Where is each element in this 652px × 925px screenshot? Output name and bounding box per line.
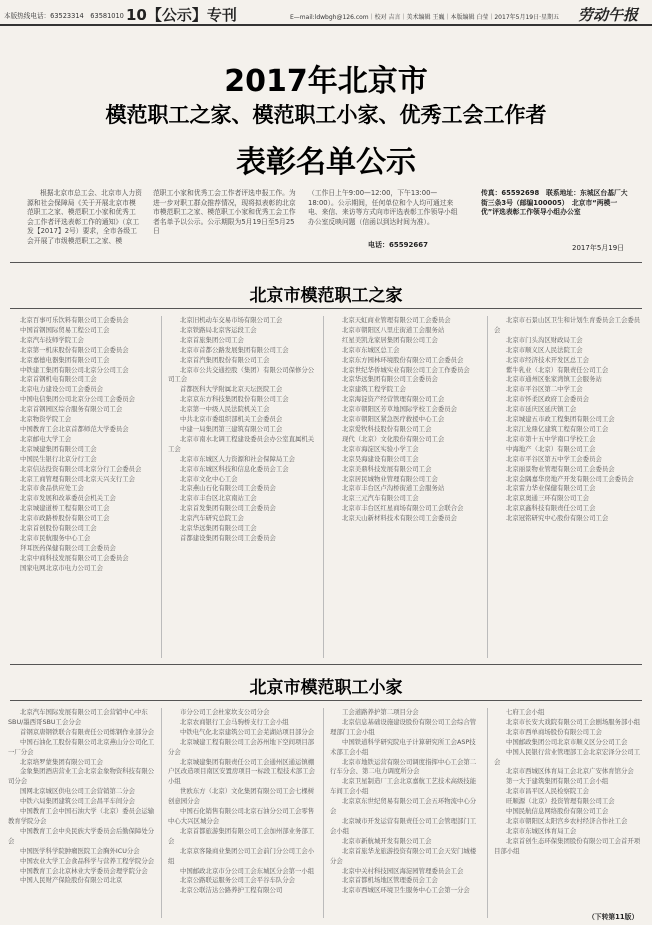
list-item: 世欧东方（北京）文化集团有限公司工会七棵树创意园分会 — [168, 787, 315, 806]
column-divider — [323, 316, 324, 658]
list-item: 北京城建集团有限责任公司工会通州区通运镇棚户区改造项目南区安置房项目一标段工程技术部工会小组 — [168, 757, 315, 786]
list-item: 中国邮政集团公司北京市顺义区分公司工会 — [506, 737, 628, 746]
divider — [10, 700, 642, 701]
list-item: 北京燕山石化有限公司工会委员会 — [180, 484, 276, 493]
list-item: 北京京奥通三环有限公司工会 — [506, 494, 590, 503]
list-item: 北京旧机动车交易市场有限公司工会 — [180, 316, 283, 324]
list-item: 北京农商银行工会马驹桥支行工会小组 — [180, 717, 289, 726]
list-item: 北京爱牧科技股份有限公司工会 — [342, 424, 432, 433]
home-column — [494, 316, 642, 658]
list-item: 北京江龙鼎亿建筑工程有限公司工会 — [506, 424, 609, 433]
list-item: 北京市长安大戏院有限公司工会剧场服务部小组 — [506, 717, 641, 726]
list-item: 北京市南水北调工程建设委员会办公室直属机关工会 — [168, 434, 315, 453]
list-item: 北京昊海建设有限公司工会 — [342, 454, 419, 463]
list-item: 北京首创股份有限公司工会 — [20, 524, 97, 533]
list-item: 北京市政路桥股份有限公司工会 — [20, 514, 110, 523]
list-item: 金象集团酒店营业工会北京金象物资科技有限公司分会 — [8, 767, 155, 786]
list-item: 旺顺源（北京）投资管理有限公司工会 — [506, 797, 615, 806]
section-title-home: 北京市模范职工之家 — [249, 286, 403, 306]
list-item: 北京首旅华龙旅游投资有限公司工会天安门城楼分会 — [330, 846, 477, 865]
list-item: 中国医学科学院肿瘤医院工会胸外ICU分会 — [20, 846, 140, 855]
home-column — [8, 316, 156, 658]
column-divider — [323, 708, 324, 918]
list-item: 中国人民银行营业管理部工会北京宏泽分公司工会 — [494, 747, 641, 766]
list-item: 北京第一中级人民法院机关工会 — [180, 405, 270, 414]
list-item: 北京京鑫科技有限责任公司工会 — [506, 504, 596, 513]
list-item: 北京市地铁运营有限公司调度指挥中心工会第二行车分会、第二电力调度所分会 — [330, 757, 477, 776]
intro-paragraph-1: 根据北京市总工会、北京市人力资源和社会保障局《关于开展北京市模范职工之家、模范职工小家和优秀工会工作者评选表彰工作的通知》（京工发【2017】2号）要求，全市各级工会开展了市级模范职工之家、模 — [27, 189, 142, 245]
list-item: 北京铁路局北京客运段工会 — [180, 325, 257, 334]
list-item: 北京工商管理有限公司北京天兴支行工会 — [20, 474, 136, 483]
list-item: 北京市东城区人力资源和社会保障局工会 — [180, 454, 296, 463]
list-item: 北京市平谷区第二中学工会 — [506, 385, 583, 394]
masthead — [0, 0, 652, 26]
list-item: 北京城市开发运营有限责任公司工会管理部门工会小组 — [330, 816, 477, 835]
list-item: 北京市食品供应处工会 — [20, 484, 84, 493]
list-item: 北京公联洁达公路养护工程有限公司 — [180, 886, 283, 895]
list-item: 北京市西城区环境卫生服务中心工会第一分会 — [342, 886, 470, 895]
list-item: 北京邮电大学工会 — [20, 434, 72, 443]
list-item: 中国民航信息网络股份有限公司工会 — [506, 807, 609, 816]
list-item: 北京市丰台区卢沟桥街道工会服务站 — [342, 484, 445, 493]
list-item: 北京物资学院工会 — [20, 415, 72, 424]
list-item: 国网北京城区供电公司工会营销第二分会 — [20, 787, 136, 796]
divider — [10, 664, 642, 665]
list-item: 中国教育工会中央民族大学委员会后勤保障处分会 — [8, 826, 155, 845]
list-item: 北京市朝阳区紧急医疗救援中心工会 — [342, 415, 445, 424]
small-column — [8, 708, 156, 918]
list-item: 市分公司工会杜家坎支公司分会 — [180, 708, 270, 716]
list-item: 北京市文化中心工会 — [180, 474, 238, 483]
list-item: 北京市东城区科技和信息化委员会工会 — [180, 464, 289, 473]
list-item: 首都医科大学附属北京天坛医院工会 — [180, 385, 283, 394]
intro-paragraph-2: 范职工小家和优秀工会工作者评选申报工作。为进一步对职工群众推荐情况，现将拟表彰的北京市模范职工之家、模范职工小家和优秀工会工作者名单予以公示。公示期限为5月19日至5月25日 — [153, 189, 296, 236]
list-item: 北京百事可乐饮料有限公司工会委员会 — [20, 316, 129, 324]
list-item: 中海地产（北京）有限公司工会 — [506, 444, 596, 453]
list-item: 北京市发展和改革委员会机关工会 — [20, 494, 116, 503]
list-item: 北京天山新材料技术有限公司工会委员会 — [342, 514, 458, 523]
list-item: 北京城建五市政工程集团有限公司工会 — [506, 415, 615, 424]
list-item: 北京首都机场地区管理委员会工会 — [342, 876, 438, 885]
list-item: 拜耳医药保健有限公司工会委员会 — [20, 543, 116, 552]
list-item: 北京首创生态环保集团股份有限公司工会首开项目部小组 — [494, 836, 641, 855]
list-item: 北京海淀资产经营管理有限公司工会 — [342, 395, 445, 404]
list-item: 红星美凯龙家居集团有限公司工会 — [342, 335, 438, 344]
list-item: 北京首钢园区综合服务有限公司工会 — [20, 405, 123, 414]
list-item: 北京市民航服务中心工会 — [20, 533, 91, 542]
continued-note: （下转第11版） — [588, 913, 639, 921]
list-item: 北京天虹商业管理有限公司工会委员会 — [342, 316, 451, 324]
list-item: 北京京东世纪贸易有限公司工会五环物流中心分会 — [330, 797, 477, 816]
home-column — [168, 316, 316, 658]
headline-main: 表彰名单公示 — [236, 145, 416, 180]
list-item: 北京卫星制造厂工会北京嘉航工艺技术高级技能车间工会小组 — [330, 777, 477, 796]
list-item: 北京市丰台区红星商场有限公司工会联合会 — [342, 504, 464, 513]
list-item: 北京中商科技发展有限公司工会委员会 — [20, 553, 129, 562]
list-item: 北京公路联运服务公司工会平谷车队分会 — [180, 876, 296, 885]
list-item: 北京居民城物业管理有限公司工会 — [342, 474, 438, 483]
list-item: 北京市朝阳区八里庄街道工会服务站 — [342, 325, 445, 334]
list-item: 北京汽车研究总院工会 — [180, 514, 244, 523]
list-item: 中国教育工会中国石油大学（北京）委员会运输教育学院分会 — [8, 807, 155, 825]
list-item: 中铁建工集团有限公司北京分公司工会 — [20, 365, 129, 374]
list-item: 北京市延庆区延庆镇工会 — [506, 405, 577, 414]
list-item: 北京首钢机电有限公司工会 — [20, 375, 97, 384]
editor-line: E—mail:ldwbgh@126.com｜校对 吉言｜美术编辑 王巍｜本版编辑 白莹｜2017年5月19日·星期五 — [290, 14, 559, 21]
list-item: 北京市石景山区卫生和计划生育委员会工会委员会 — [494, 316, 641, 334]
list-item: 中国人民财产保险股份有限公司北京 — [20, 876, 123, 885]
list-item: 北京首汽集团股份有限公司工会 — [180, 355, 270, 364]
list-item: 北京市通州区张家湾镇工会服务站 — [506, 375, 602, 384]
list-item: 北京城建道桥工程有限公司工会 — [20, 504, 110, 513]
list-item: 中国石油化工股份有限公司北京燕山分公司化工一厂分会 — [8, 737, 155, 756]
column-divider — [487, 316, 488, 658]
list-item: 北京首发集团有限公司工会委员会 — [180, 504, 276, 513]
list-item: 北京雷力华业保健有限公司工会 — [506, 484, 596, 493]
home-column — [330, 316, 478, 658]
column-divider — [161, 316, 162, 658]
notice-date: 2017年5月19日 — [572, 244, 625, 252]
list-item: 首钢京唐钢铁联合有限责任公司炼钢作业部分会 — [20, 727, 155, 736]
list-item: 北京丽景物业管理有限公司工会委员会 — [506, 464, 615, 473]
list-item: 北京市丰台区北京南站工会 — [180, 494, 257, 503]
list-item: 紫牛乳业（北京）有限责任公司工会 — [506, 365, 609, 374]
list-item: 北京首都旅游集团有限公司工会加州部业务部工会 — [168, 826, 315, 845]
list-item: 中铁电气化北京建筑公司工会芜湖站项目部分会 — [180, 727, 315, 736]
list-item: 北京市西单商场股份有限公司工会 — [506, 727, 602, 736]
divider — [10, 308, 642, 309]
list-item: 北京市门头沟区财政局工会 — [506, 335, 583, 344]
small-column — [168, 708, 316, 918]
contact-info: 传真：65592698 联系地址：东城区台基厂大街三条3号（邮编100005） 北京市“两模一优”评选表彰工作领导小组办公室 — [481, 189, 628, 217]
list-item: 北京汽车技师学院工会 — [20, 335, 84, 344]
list-item: 中国石化销售有限公司北京石油分公司工会零售中心大兴区城分会 — [168, 807, 315, 825]
list-item: 北京市怀柔区政府工会委员会 — [506, 395, 590, 404]
list-item: 北京市经济技术开发区总工会 — [506, 355, 590, 364]
list-item: 北京世纪华侨城实业有限公司工会工作委员会 — [342, 365, 470, 374]
list-item: 北京嘉德电器集团有限公司工会 — [20, 355, 110, 364]
list-item: 北京电力建设公司工会委员会 — [20, 385, 104, 394]
list-item: 北京金隅嘉华房地产开发有限公司工会委员会 — [506, 474, 634, 483]
list-item: 北京培罗蒙集团有限公司工会 — [20, 757, 104, 766]
list-item: 中国教育工会北京林业大学委员会理学院分会 — [20, 866, 148, 875]
list-item: 北京东方园林环境股份有限公司工会委员会 — [342, 355, 464, 364]
list-item: 中建一局集团第三建筑有限公司工会 — [180, 424, 283, 433]
list-item: 北京市平谷区第五中学工会委员会 — [506, 454, 602, 463]
list-item: 中铁六局集团建筑公司工会昌平车间分会 — [20, 797, 136, 806]
list-item: 北京市海淀区实验小学工会 — [342, 444, 419, 453]
list-item: 北京华远集团有限公司工会委员会 — [342, 375, 438, 384]
list-item: 北京信达投资有限公司北京分行工会委员会 — [20, 464, 142, 473]
section-title-small: 北京市模范职工小家 — [249, 678, 403, 698]
newspaper-logo: 劳动午报 — [578, 6, 639, 24]
headline-year: 2017年北京市 — [224, 64, 428, 99]
hotline: 本版热线电话：63523314 63581010 — [4, 12, 124, 20]
list-item: 北京冠铭研究中心股份有限公司工会 — [506, 514, 609, 523]
list-item: 中国邮政北京市分公司工会东城区分会第一小组 — [180, 866, 315, 875]
list-item: 北京市新航城开发有限公司工会 — [342, 836, 432, 845]
list-item: 北京城建集团有限公司工会 — [20, 444, 97, 453]
divider — [10, 262, 642, 263]
list-item: 中国教育工会北京首都师范大学委员会 — [20, 424, 129, 433]
list-item: 首都建设集团有限公司工会委员会 — [180, 533, 276, 542]
list-item: 北京第一机床股份有限公司工会委员会 — [20, 345, 129, 354]
column-divider — [161, 708, 162, 918]
intro-paragraph-3: （工作日上午9:00—12:00，下午13:00—18:00）。公示期间，任何单位和个人均可通过来电、来信、来访等方式向市评选表彰工作领导小组办公室反映问题（信函以到达时间为准）。 — [308, 189, 458, 226]
list-item: 北京市西城区体育局工会北京广安体育馆分会 — [506, 767, 634, 776]
list-item: 中国电信集团公司北京分公司工会委员会 — [20, 395, 136, 404]
list-item: 北京京东方科技集团股份有限公司工会 — [180, 395, 289, 404]
list-item: 北京中关村科技园区海淀园管理委员会工会 — [342, 866, 464, 875]
list-item: 北京市朝阳区太阳宫乡农村经济合作社工会 — [506, 816, 628, 825]
list-item: 中国首钢国际贸易工程公司工会 — [20, 325, 110, 334]
list-item: 北京市首都公路发展集团有限公司工会 — [180, 345, 289, 354]
column-divider — [487, 708, 488, 918]
list-item: 北京市昌平区人民检察院工会 — [506, 787, 590, 796]
list-item: 北京美鼎科技发展有限公司工会 — [342, 464, 432, 473]
list-item: 七府工会小组 — [506, 708, 545, 716]
list-item: 北京市第十五中学南口学校工会 — [506, 434, 596, 443]
list-item: 北京汽车国际发展有限公司工会营销中心中东SBU/墨西哥SBU工会分会 — [8, 708, 148, 726]
small-column — [494, 708, 642, 908]
list-item: 中共北京市委组织部机关工会委员会 — [180, 415, 283, 424]
list-item: 中国民生银行北京分行工会 — [20, 454, 97, 463]
list-item: 北京首旅集团公司工会 — [180, 335, 244, 344]
list-item: 北京建筑工程学院工会 — [342, 385, 406, 394]
list-item: 北京市公共交通控股（集团）有限公司保修分公司工会 — [168, 365, 315, 384]
page-label: 10【公示】专刊 — [126, 6, 237, 24]
list-item: 中国铁道科学研究院电子计算研究所工会ASP技术部工会小组 — [330, 737, 476, 756]
list-item: 北京市顺义区人民法院工会 — [506, 345, 583, 354]
list-item: 北京信息基础设施建设股份有限公司工会综合管理部门工会小组 — [330, 717, 477, 736]
list-item: 北京京客隆商业集团公司工会前门分公司工会小组 — [168, 846, 315, 865]
list-item: 北京华远集团有限公司工会 — [180, 524, 257, 533]
list-item: 北京三元汽车有限公司工会 — [342, 494, 419, 503]
list-item: 现代（北京）文化股份有限公司工会 — [342, 434, 445, 443]
list-item: 国家电网北京市电力公司工会 — [20, 563, 104, 572]
small-column — [330, 708, 478, 918]
list-item: 北京城建工程有限公司工会苏州地下空间项目部分会 — [168, 737, 315, 756]
headline-subject: 模范职工之家、模范职工小家、优秀工会工作者 — [105, 103, 547, 127]
list-item: 工会道路养护第二项目分会 — [342, 708, 419, 716]
list-item: 北京市东城区体育局工会 — [506, 826, 577, 835]
list-item: 北京市朝阳区芳草地国际学校工会委员会 — [342, 405, 458, 414]
list-item: 中国农业大学工会食品科学与营养工程学院分会 — [20, 856, 155, 865]
list-item: 第一大于建筑集团有限公司工会小组 — [506, 777, 609, 786]
list-item: 北京市东城区总工会 — [342, 345, 400, 354]
contact-phone: 电话：65592667 — [368, 241, 428, 249]
